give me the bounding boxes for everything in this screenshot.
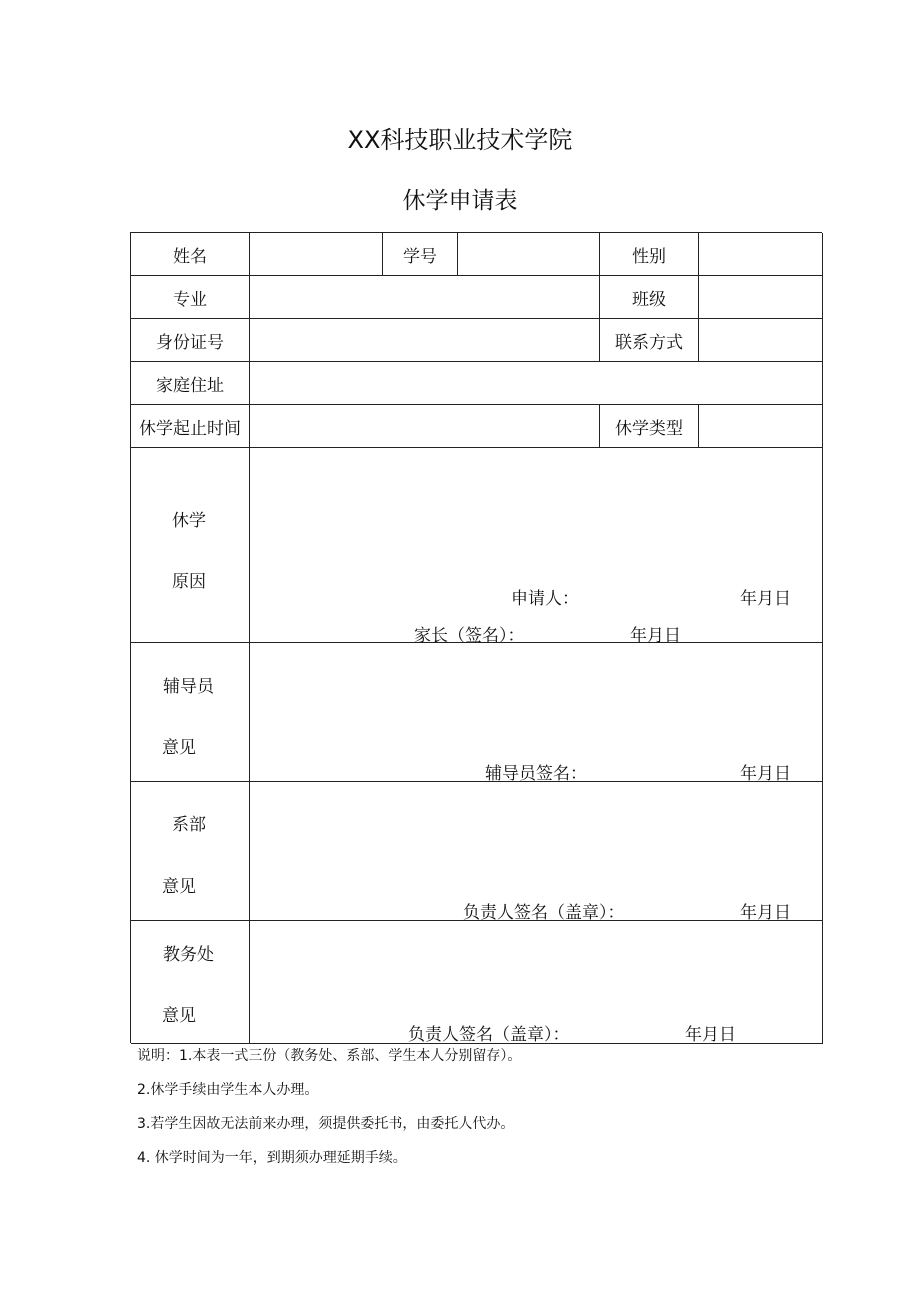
reason-label-cell [131,448,250,643]
applicant-date-label: 年月日 [740,589,791,609]
class-label: 班级 [600,276,699,319]
note-line-4: 4. 休学时间为一年，到期须办理延期手续。 [137,1150,407,1166]
major-label: 专业 [131,276,250,319]
reason-content-cell[interactable] [250,448,823,646]
academic-affairs-date-label: 年月日 [685,1025,736,1045]
counselor-date-label: 年月日 [740,764,791,784]
gender-label: 性别 [600,233,699,276]
counselor-label-cell [131,643,250,782]
counselor-label-line2: 意见 [162,738,196,758]
parent-signature-label: 家长（签名）： [414,626,525,646]
academic-affairs-label-line2: 意见 [162,1006,196,1026]
address-field[interactable] [250,362,823,405]
academic-affairs-content-cell[interactable] [250,921,823,1044]
note-line-3: 3.若学生因故无法前来办理，须提供委托书，由委托人代办。 [137,1116,515,1132]
academic-affairs-label-cell [131,921,250,1044]
class-field[interactable] [699,276,823,319]
contact-label: 联系方式 [600,319,699,362]
note-line-2: 2.休学手续由学生本人办理。 [137,1082,319,1098]
department-label-cell [131,782,250,921]
reason-label-line1: 休学 [172,511,206,531]
name-field[interactable] [250,233,383,276]
applicant-signature-label: 申请人： [511,589,579,609]
type-label: 休学类型 [600,405,699,448]
student-id-field[interactable] [458,233,600,276]
reason-label-line2: 原因 [172,572,206,592]
type-field[interactable] [699,405,823,448]
address-label: 家庭住址 [131,362,250,405]
academic-affairs-signature-label: 负责人签名（盖章）： [408,1025,570,1045]
parent-date-label: 年月日 [630,626,681,646]
counselor-label-line1: 辅导员 [163,677,214,697]
department-label-line1: 系部 [172,815,206,835]
counselor-content-cell[interactable] [250,643,823,782]
department-signature-label: 负责人签名（盖章）： [463,903,625,923]
gender-field[interactable] [699,233,823,276]
note-line-1: 说明：1.本表一式三份（教务处、系部、学生本人分别留存）。 [137,1048,522,1064]
department-content-cell[interactable] [250,782,823,921]
contact-field[interactable] [699,319,823,362]
document-title: XX科技职业技术学院 [347,126,573,154]
period-field[interactable] [250,405,600,448]
counselor-signature-label: 辅导员签名： [485,764,587,784]
department-date-label: 年月日 [740,903,791,923]
major-field[interactable] [250,276,600,319]
name-label: 姓名 [131,233,250,276]
form-title: 休学申请表 [402,188,518,214]
application-form-table [130,232,822,1043]
academic-affairs-label-line1: 教务处 [163,945,214,965]
department-label-line2: 意见 [162,877,196,897]
id-number-label: 身份证号 [131,319,250,362]
id-number-field[interactable] [250,319,600,362]
period-label: 休学起止时间 [131,405,250,448]
student-id-label: 学号 [383,233,458,276]
